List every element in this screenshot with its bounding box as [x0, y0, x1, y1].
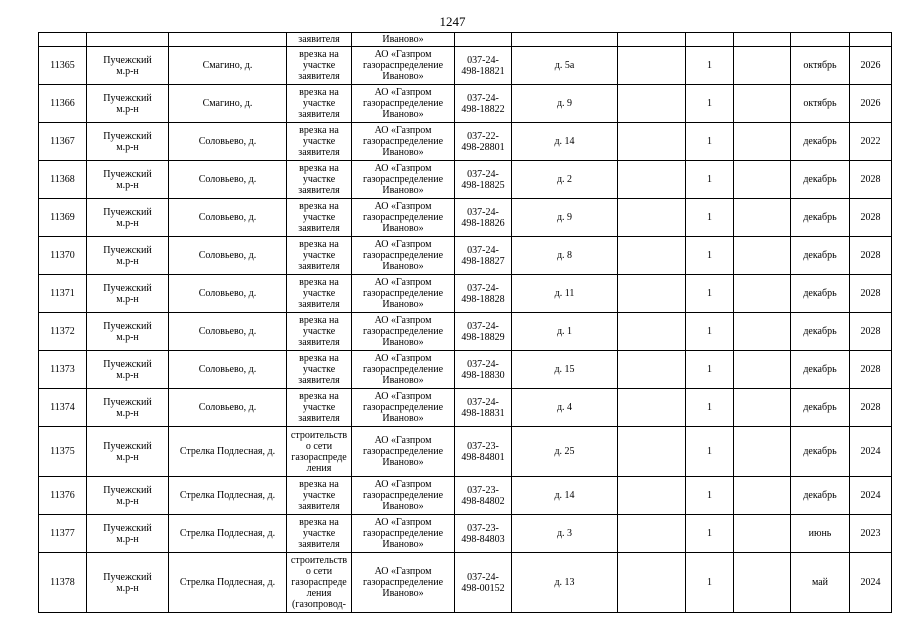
cell-empty — [618, 85, 686, 123]
cell-settlement: Соловьево, д. — [169, 389, 287, 427]
table-row — [39, 275, 892, 313]
cell-record-number: 11375 — [39, 427, 87, 477]
cell-application-code: 037-24- 498-18831 — [455, 389, 512, 427]
cell-year: 2022 — [850, 123, 892, 161]
cell-empty — [734, 313, 791, 351]
cell-house-number: д. 8 — [512, 237, 618, 275]
cell-application-code: 037-24- 498-18826 — [455, 199, 512, 237]
cell-organization: АО «Газпром газораспределение Иваново» — [352, 351, 455, 389]
cell-settlement: Стрелка Подлесная, д. — [169, 427, 287, 477]
cell-connection-method: врезка на участке заявителя — [287, 161, 352, 199]
cell-application-code: 037-24- 498-18822 — [455, 85, 512, 123]
cell-settlement: Стрелка Подлесная, д. — [169, 515, 287, 553]
cell-district: Пучежский м.р-н — [87, 85, 169, 123]
cell-month: декабрь — [791, 351, 850, 389]
cell-organization: АО «Газпром газораспределение Иваново» — [352, 123, 455, 161]
cell-empty — [734, 123, 791, 161]
cell-month: декабрь — [791, 427, 850, 477]
cell-record-number: 11366 — [39, 85, 87, 123]
cell-connection-method: строительств о сети газораспреде ления — [287, 427, 352, 477]
cell-connection-method: врезка на участке заявителя — [287, 313, 352, 351]
cell-empty — [734, 33, 791, 47]
cell-application-code: 037-24- 498-18827 — [455, 237, 512, 275]
cell-year: 2028 — [850, 389, 892, 427]
cell-count: 1 — [686, 389, 734, 427]
cell-empty — [618, 275, 686, 313]
cell-empty — [39, 33, 87, 47]
cell-count: 1 — [686, 85, 734, 123]
cell-empty — [618, 161, 686, 199]
cell-empty — [734, 199, 791, 237]
table-row — [39, 389, 892, 427]
cell-month: декабрь — [791, 477, 850, 515]
cell-house-number: д. 1 — [512, 313, 618, 351]
gas-connection-registry-table — [38, 32, 892, 613]
cell-application-code: 037-24- 498-18828 — [455, 275, 512, 313]
cell-empty — [618, 237, 686, 275]
cell-count: 1 — [686, 161, 734, 199]
cell-year: 2028 — [850, 351, 892, 389]
cell-settlement: Соловьево, д. — [169, 199, 287, 237]
cell-year: 2023 — [850, 515, 892, 553]
cell-record-number: 11370 — [39, 237, 87, 275]
table-row — [39, 237, 892, 275]
cell-month: декабрь — [791, 161, 850, 199]
cell-settlement: Стрелка Подлесная, д. — [169, 553, 287, 613]
cell-organization: Иваново» — [352, 33, 455, 47]
table-row — [39, 515, 892, 553]
cell-district: Пучежский м.р-н — [87, 47, 169, 85]
cell-empty — [618, 199, 686, 237]
cell-district: Пучежский м.р-н — [87, 515, 169, 553]
cell-house-number: д. 5а — [512, 47, 618, 85]
cell-month: декабрь — [791, 275, 850, 313]
cell-empty — [734, 477, 791, 515]
cell-house-number: д. 9 — [512, 199, 618, 237]
cell-organization: АО «Газпром газораспределение Иваново» — [352, 161, 455, 199]
cell-empty — [618, 123, 686, 161]
cell-empty — [734, 553, 791, 613]
cell-year: 2028 — [850, 161, 892, 199]
cell-count: 1 — [686, 351, 734, 389]
cell-count: 1 — [686, 313, 734, 351]
cell-settlement: Соловьево, д. — [169, 351, 287, 389]
table-row — [39, 85, 892, 123]
cell-application-code: 037-23- 498-84801 — [455, 427, 512, 477]
cell-organization: АО «Газпром газораспределение Иваново» — [352, 47, 455, 85]
page-number: 1247 — [439, 14, 466, 29]
cell-month: октябрь — [791, 47, 850, 85]
cell-organization: АО «Газпром газораспределение Иваново» — [352, 389, 455, 427]
table-row — [39, 477, 892, 515]
cell-empty — [734, 351, 791, 389]
cell-month: декабрь — [791, 237, 850, 275]
cell-application-code: 037-24- 498-18825 — [455, 161, 512, 199]
cell-settlement: Смагино, д. — [169, 85, 287, 123]
cell-empty — [734, 427, 791, 477]
cell-month: декабрь — [791, 313, 850, 351]
cell-month: июнь — [791, 515, 850, 553]
cell-district: Пучежский м.р-н — [87, 275, 169, 313]
cell-district: Пучежский м.р-н — [87, 389, 169, 427]
table-row — [39, 161, 892, 199]
cell-year: 2024 — [850, 553, 892, 613]
cell-empty — [169, 33, 287, 47]
cell-empty — [850, 33, 892, 47]
cell-house-number: д. 9 — [512, 85, 618, 123]
cell-record-number: 11367 — [39, 123, 87, 161]
cell-year: 2028 — [850, 313, 892, 351]
cell-application-code: 037-24- 498-18829 — [455, 313, 512, 351]
cell-empty — [512, 33, 618, 47]
cell-organization: АО «Газпром газораспределение Иваново» — [352, 237, 455, 275]
cell-district: Пучежский м.р-н — [87, 313, 169, 351]
cell-application-code: 037-22- 498-28801 — [455, 123, 512, 161]
cell-connection-method: врезка на участке заявителя — [287, 123, 352, 161]
cell-settlement: Стрелка Подлесная, д. — [169, 477, 287, 515]
cell-organization: АО «Газпром газораспределение Иваново» — [352, 199, 455, 237]
cell-count: 1 — [686, 199, 734, 237]
cell-connection-method: врезка на участке заявителя — [287, 199, 352, 237]
cell-house-number: д. 25 — [512, 427, 618, 477]
cell-house-number: д. 4 — [512, 389, 618, 427]
cell-application-code: 037-24- 498-18821 — [455, 47, 512, 85]
table-row — [39, 553, 892, 613]
table-row — [39, 427, 892, 477]
cell-empty — [618, 427, 686, 477]
cell-empty — [618, 553, 686, 613]
cell-connection-method: врезка на участке заявителя — [287, 351, 352, 389]
cell-connection-method: строительств о сети газораспреде ления (газопровод- — [287, 553, 352, 613]
cell-record-number: 11372 — [39, 313, 87, 351]
cell-record-number: 11365 — [39, 47, 87, 85]
cell-month: декабрь — [791, 123, 850, 161]
table-row — [39, 313, 892, 351]
cell-year: 2028 — [850, 275, 892, 313]
cell-record-number: 11373 — [39, 351, 87, 389]
cell-month: май — [791, 553, 850, 613]
cell-settlement: Соловьево, д. — [169, 237, 287, 275]
table-row — [39, 47, 892, 85]
cell-settlement: Соловьево, д. — [169, 313, 287, 351]
cell-empty — [734, 237, 791, 275]
cell-organization: АО «Газпром газораспределение Иваново» — [352, 515, 455, 553]
cell-application-code: 037-23- 498-84802 — [455, 477, 512, 515]
cell-house-number: д. 3 — [512, 515, 618, 553]
cell-record-number: 11368 — [39, 161, 87, 199]
cell-empty — [618, 477, 686, 515]
cell-organization: АО «Газпром газораспределение Иваново» — [352, 477, 455, 515]
cell-house-number: д. 14 — [512, 477, 618, 515]
cell-count: 1 — [686, 123, 734, 161]
cell-settlement: Соловьево, д. — [169, 161, 287, 199]
cell-year: 2028 — [850, 237, 892, 275]
cell-settlement: Соловьево, д. — [169, 275, 287, 313]
cell-district: Пучежский м.р-н — [87, 351, 169, 389]
cell-count: 1 — [686, 515, 734, 553]
cell-empty — [791, 33, 850, 47]
cell-connection-method: врезка на участке заявителя — [287, 515, 352, 553]
cell-connection-method: врезка на участке заявителя — [287, 85, 352, 123]
cell-house-number: д. 15 — [512, 351, 618, 389]
cell-count: 1 — [686, 275, 734, 313]
cell-connection-method: врезка на участке заявителя — [287, 477, 352, 515]
cell-connection-method: врезка на участке заявителя — [287, 47, 352, 85]
cell-year: 2026 — [850, 47, 892, 85]
cell-house-number: д. 11 — [512, 275, 618, 313]
cell-count: 1 — [686, 47, 734, 85]
cell-year: 2026 — [850, 85, 892, 123]
cell-empty — [734, 85, 791, 123]
table-row — [39, 199, 892, 237]
cell-district: Пучежский м.р-н — [87, 161, 169, 199]
cell-record-number: 11378 — [39, 553, 87, 613]
cell-house-number: д. 13 — [512, 553, 618, 613]
cell-settlement: Соловьево, д. — [169, 123, 287, 161]
cell-month: октябрь — [791, 85, 850, 123]
cell-empty — [734, 275, 791, 313]
cell-organization: АО «Газпром газораспределение Иваново» — [352, 553, 455, 613]
cell-count: 1 — [686, 477, 734, 515]
cell-empty — [618, 351, 686, 389]
cell-empty — [734, 47, 791, 85]
cell-district: Пучежский м.р-н — [87, 123, 169, 161]
cell-empty — [455, 33, 512, 47]
cell-year: 2024 — [850, 477, 892, 515]
cell-record-number: 11377 — [39, 515, 87, 553]
cell-record-number: 11374 — [39, 389, 87, 427]
cell-record-number: 11376 — [39, 477, 87, 515]
cell-application-code: 037-23- 498-84803 — [455, 515, 512, 553]
cell-organization: АО «Газпром газораспределение Иваново» — [352, 313, 455, 351]
cell-application-code: 037-24- 498-00152 — [455, 553, 512, 613]
cell-connection-method: врезка на участке заявителя — [287, 275, 352, 313]
cell-empty — [87, 33, 169, 47]
cell-district: Пучежский м.р-н — [87, 199, 169, 237]
cell-connection-method: врезка на участке заявителя — [287, 389, 352, 427]
cell-count: 1 — [686, 237, 734, 275]
cell-empty — [618, 47, 686, 85]
cell-district: Пучежский м.р-н — [87, 553, 169, 613]
cell-district: Пучежский м.р-н — [87, 237, 169, 275]
table-row — [39, 123, 892, 161]
cell-organization: АО «Газпром газораспределение Иваново» — [352, 427, 455, 477]
cell-house-number: д. 2 — [512, 161, 618, 199]
cell-empty — [734, 515, 791, 553]
cell-application-code: 037-24- 498-18830 — [455, 351, 512, 389]
cell-empty — [734, 161, 791, 199]
table-row — [39, 351, 892, 389]
cell-count: 1 — [686, 427, 734, 477]
cell-record-number: 11371 — [39, 275, 87, 313]
cell-empty — [686, 33, 734, 47]
cell-year: 2028 — [850, 199, 892, 237]
cell-house-number: д. 14 — [512, 123, 618, 161]
cell-connection-method: врезка на участке заявителя — [287, 237, 352, 275]
cell-empty — [618, 389, 686, 427]
cell-count: 1 — [686, 553, 734, 613]
cell-empty — [618, 33, 686, 47]
cell-record-number: 11369 — [39, 199, 87, 237]
cell-district: Пучежский м.р-н — [87, 477, 169, 515]
cell-year: 2024 — [850, 427, 892, 477]
cell-empty — [618, 313, 686, 351]
cell-month: декабрь — [791, 199, 850, 237]
cell-district: Пучежский м.р-н — [87, 427, 169, 477]
cell-empty — [618, 515, 686, 553]
cell-connection-method: заявителя — [287, 33, 352, 47]
cell-settlement: Смагино, д. — [169, 47, 287, 85]
cell-empty — [734, 389, 791, 427]
cell-organization: АО «Газпром газораспределение Иваново» — [352, 85, 455, 123]
cell-month: декабрь — [791, 389, 850, 427]
cell-organization: АО «Газпром газораспределение Иваново» — [352, 275, 455, 313]
table-row-continuation — [39, 33, 892, 47]
